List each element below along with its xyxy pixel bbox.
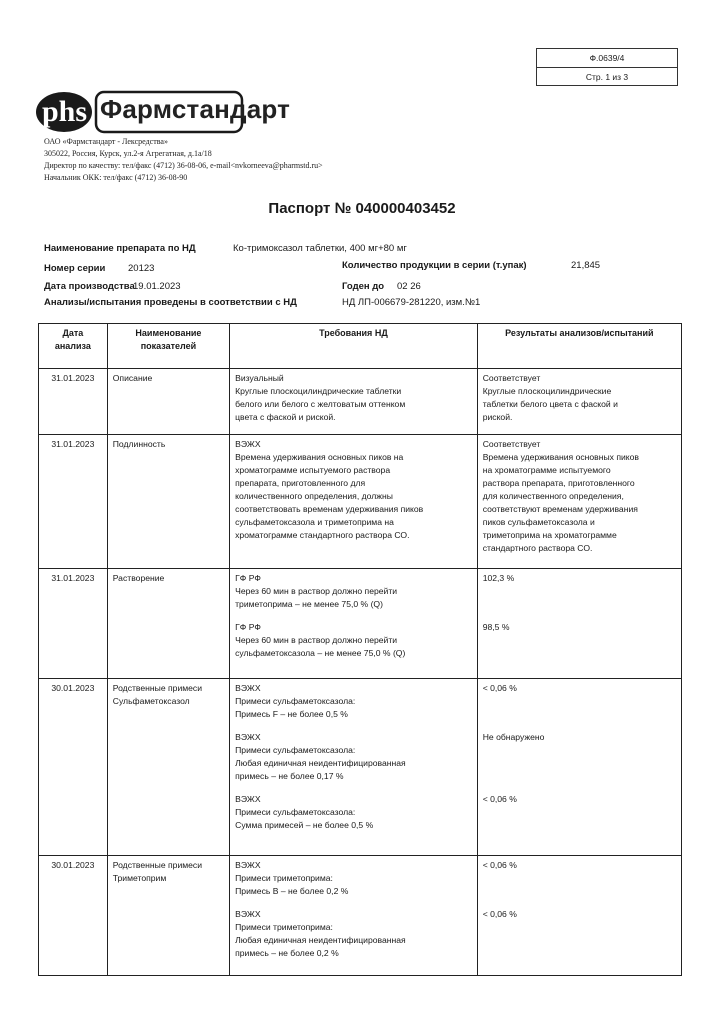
text-line <box>483 647 676 660</box>
table-row <box>39 435 682 569</box>
text-line: Примесь В – не более 0,2 % <box>235 886 349 896</box>
table-row <box>39 569 682 679</box>
company-line: ОАО «Фармстандарт - Лексредства» <box>44 137 168 146</box>
requirement-block <box>235 621 472 660</box>
text-line: пиков сульфаметоксазола и <box>482 517 595 527</box>
requirement-block <box>235 908 472 960</box>
page-number: Стр. 1 из 3 <box>537 67 677 86</box>
product-label: Наименование препарата по НД <box>44 243 196 254</box>
row-date: 31.01.2023 <box>39 369 108 435</box>
text-line <box>483 598 676 611</box>
text-line: риской. <box>482 412 513 422</box>
text-line: Примесь F – не более 0,5 % <box>235 709 348 719</box>
text-line: Соответствует <box>482 439 541 449</box>
requirement-block <box>235 682 472 721</box>
text-line: соответствовать временам удерживания пиков <box>235 504 424 514</box>
date-value: 19.01.2023 <box>133 281 181 292</box>
result-block <box>483 682 676 721</box>
row-results <box>477 569 681 679</box>
row-results <box>477 679 681 856</box>
indicator-line: Описание <box>112 373 153 383</box>
header-results: Результаты анализов/испытаний <box>477 324 681 369</box>
result-block <box>483 908 676 960</box>
text-line: Через 60 мин в раствор должно перейти <box>235 635 398 645</box>
indicator-line: Родственные примеси <box>112 683 203 693</box>
requirement-block <box>235 793 472 832</box>
text-line: Через 60 мин в раствор должно перейти <box>235 586 398 596</box>
row-indicator <box>107 856 229 976</box>
text-line: Времена удерживания основных пиков <box>482 452 639 462</box>
logo-name: Фармстандарт <box>100 94 291 124</box>
logo-mark: phs <box>42 95 88 128</box>
text-line: хроматограмме стандартного раствора СО. <box>235 530 410 540</box>
row-requirements <box>230 856 478 976</box>
text-line <box>483 819 676 832</box>
text-line: белого или белого с желтоватым оттенком <box>235 399 406 409</box>
date-label: Дата производства <box>44 281 135 292</box>
text-line: примесь – не более 0,17 % <box>235 771 344 781</box>
text-line: < 0,06 % <box>482 794 517 804</box>
quantity-value: 21,845 <box>571 260 601 271</box>
text-line: Времена удерживания основных пиков на <box>235 452 404 462</box>
text-line: цвета с фаской и риской. <box>235 412 336 422</box>
row-requirements <box>230 569 478 679</box>
text-line: сульфаметоксазола и триметоприма на <box>235 517 394 527</box>
text-line: < 0,06 % <box>482 683 517 693</box>
text-line: < 0,06 % <box>482 860 517 870</box>
text-line: Примеси сульфаметоксазола: <box>235 745 356 755</box>
requirement-block <box>235 731 472 783</box>
text-line: < 0,06 % <box>482 909 517 919</box>
tests-value: НД ЛП-006679-281220, изм.№1 <box>342 297 481 308</box>
text-line: Примеси сульфаметоксазола: <box>235 807 356 817</box>
page-title: Паспорт № 040000403452 <box>268 200 456 217</box>
row-indicator <box>107 569 229 679</box>
row-date: 31.01.2023 <box>39 435 108 569</box>
expiry-label: Годен до <box>342 281 385 292</box>
text-line: таблетки белого цвета с фаской и <box>482 399 618 409</box>
row-indicator <box>107 679 229 856</box>
text-line: Круглые плоскоцилиндрические <box>482 386 612 396</box>
result-block <box>483 793 676 832</box>
text-line: триметоприма на хроматограмме <box>482 530 617 540</box>
row-requirements <box>230 435 478 569</box>
row-results <box>477 435 681 569</box>
indicator-line: Триметоприм <box>112 873 167 883</box>
company-line: 305022, Россия, Курск, ул.2-я Агрегатная, д.1а/18 <box>44 149 212 158</box>
tests-label: Анализы/испытания проведены в соответствии с НД <box>44 297 297 308</box>
text-line: хроматограмме испытуемого раствора <box>235 465 391 475</box>
result-block <box>483 731 676 783</box>
text-line: Визуальный <box>235 373 284 383</box>
result-block <box>483 859 676 898</box>
text-line: ВЭЖХ <box>235 794 261 804</box>
form-code: Ф.0639/4 <box>589 53 625 63</box>
text-line: Не обнаружено <box>482 732 545 742</box>
text-line: ВЭЖХ <box>235 860 261 870</box>
text-line: Круглые плоскоцилиндрические таблетки <box>235 386 402 396</box>
expiry-value: 02 26 <box>397 281 421 292</box>
indicator-line: Растворение <box>112 573 165 583</box>
text-line <box>483 757 676 770</box>
text-line: ГФ РФ <box>235 622 261 632</box>
text-line <box>483 708 676 721</box>
row-requirements <box>230 679 478 856</box>
text-line: соответствуют временам удерживания <box>482 504 638 514</box>
result-block <box>483 621 676 660</box>
text-line <box>483 585 676 598</box>
result-block <box>483 438 676 555</box>
text-line: триметоприма – не менее 75,0 % (Q) <box>235 599 383 609</box>
text-line: сульфаметоксазола – не менее 75,0 % (Q) <box>235 648 406 658</box>
result-block <box>483 372 676 424</box>
text-line <box>483 885 676 898</box>
text-line <box>483 634 676 647</box>
text-line: Примеси триметоприма: <box>235 873 333 883</box>
series-value: 20123 <box>128 263 155 274</box>
text-line: Сумма примесей – не более 0,5 % <box>235 820 374 830</box>
row-indicator <box>107 435 229 569</box>
header-name: Наименование показателей <box>107 324 229 369</box>
text-line <box>483 947 676 960</box>
text-line: стандартного раствора СО. <box>482 543 593 553</box>
series-label: Номер серии <box>44 263 106 274</box>
company-info <box>44 136 323 184</box>
company-line: Директор по качеству: тел/факс (4712) 36-08-06, e-mail<nvkorneeva@pharmstd.ru> <box>44 161 323 170</box>
row-requirements <box>230 369 478 435</box>
company-line: Начальник ОКК: тел/факс (4712) 36-08-90 <box>44 173 188 182</box>
text-line <box>483 872 676 885</box>
requirement-block <box>235 572 472 611</box>
text-line: количественного определения, должны <box>235 491 393 501</box>
indicator-line: Подлинность <box>112 439 166 449</box>
form-code-box <box>536 48 678 86</box>
text-line <box>483 921 676 934</box>
text-line: Соответствует <box>482 373 541 383</box>
text-line: Примеси сульфаметоксазола: <box>235 696 356 706</box>
text-line: примесь – не более 0,2 % <box>235 948 339 958</box>
header-date: Дата анализа <box>39 324 108 369</box>
text-line: ВЭЖХ <box>235 683 261 693</box>
text-line: для количественного определения, <box>482 491 624 501</box>
product-value: Ко-тримоксазол таблетки, 400 мг+80 мг <box>233 243 407 254</box>
table-row <box>39 856 682 976</box>
text-line: Любая единичная неидентифицированная <box>235 935 406 945</box>
text-line <box>483 744 676 757</box>
table-row <box>39 679 682 856</box>
text-line <box>483 695 676 708</box>
requirement-block <box>235 438 472 542</box>
row-indicator <box>107 369 229 435</box>
text-line: на хроматограмме испытуемого <box>482 465 611 475</box>
text-line <box>483 806 676 819</box>
indicator-line: Родственные примеси <box>112 860 203 870</box>
text-line: препарата, приготовленного для <box>235 478 366 488</box>
text-line: ВЭЖХ <box>235 439 261 449</box>
text-line: 98,5 % <box>482 622 510 632</box>
table-header-row <box>39 324 682 369</box>
text-line: 102,3 % <box>482 573 515 583</box>
row-results <box>477 856 681 976</box>
text-line: раствора препарата, приготовленного <box>482 478 635 488</box>
row-date: 30.01.2023 <box>39 856 108 976</box>
text-line: ВЭЖХ <box>235 909 261 919</box>
row-date: 30.01.2023 <box>39 679 108 856</box>
indicator-line: Сульфаметоксазол <box>112 696 190 706</box>
result-block <box>483 572 676 611</box>
header-requirements: Требования НД <box>230 324 478 369</box>
requirement-block <box>235 372 472 424</box>
row-results <box>477 369 681 435</box>
text-line: ГФ РФ <box>235 573 261 583</box>
requirement-block <box>235 859 472 898</box>
row-date: 31.01.2023 <box>39 569 108 679</box>
text-line <box>483 934 676 947</box>
text-line: ВЭЖХ <box>235 732 261 742</box>
quantity-label: Количество продукции в серии (т.упак) <box>342 260 527 271</box>
text-line <box>483 770 676 783</box>
text-line: Любая единичная неидентифицированная <box>235 758 406 768</box>
analysis-table <box>38 323 682 976</box>
table-row <box>39 369 682 435</box>
text-line: Примеси триметоприма: <box>235 922 333 932</box>
